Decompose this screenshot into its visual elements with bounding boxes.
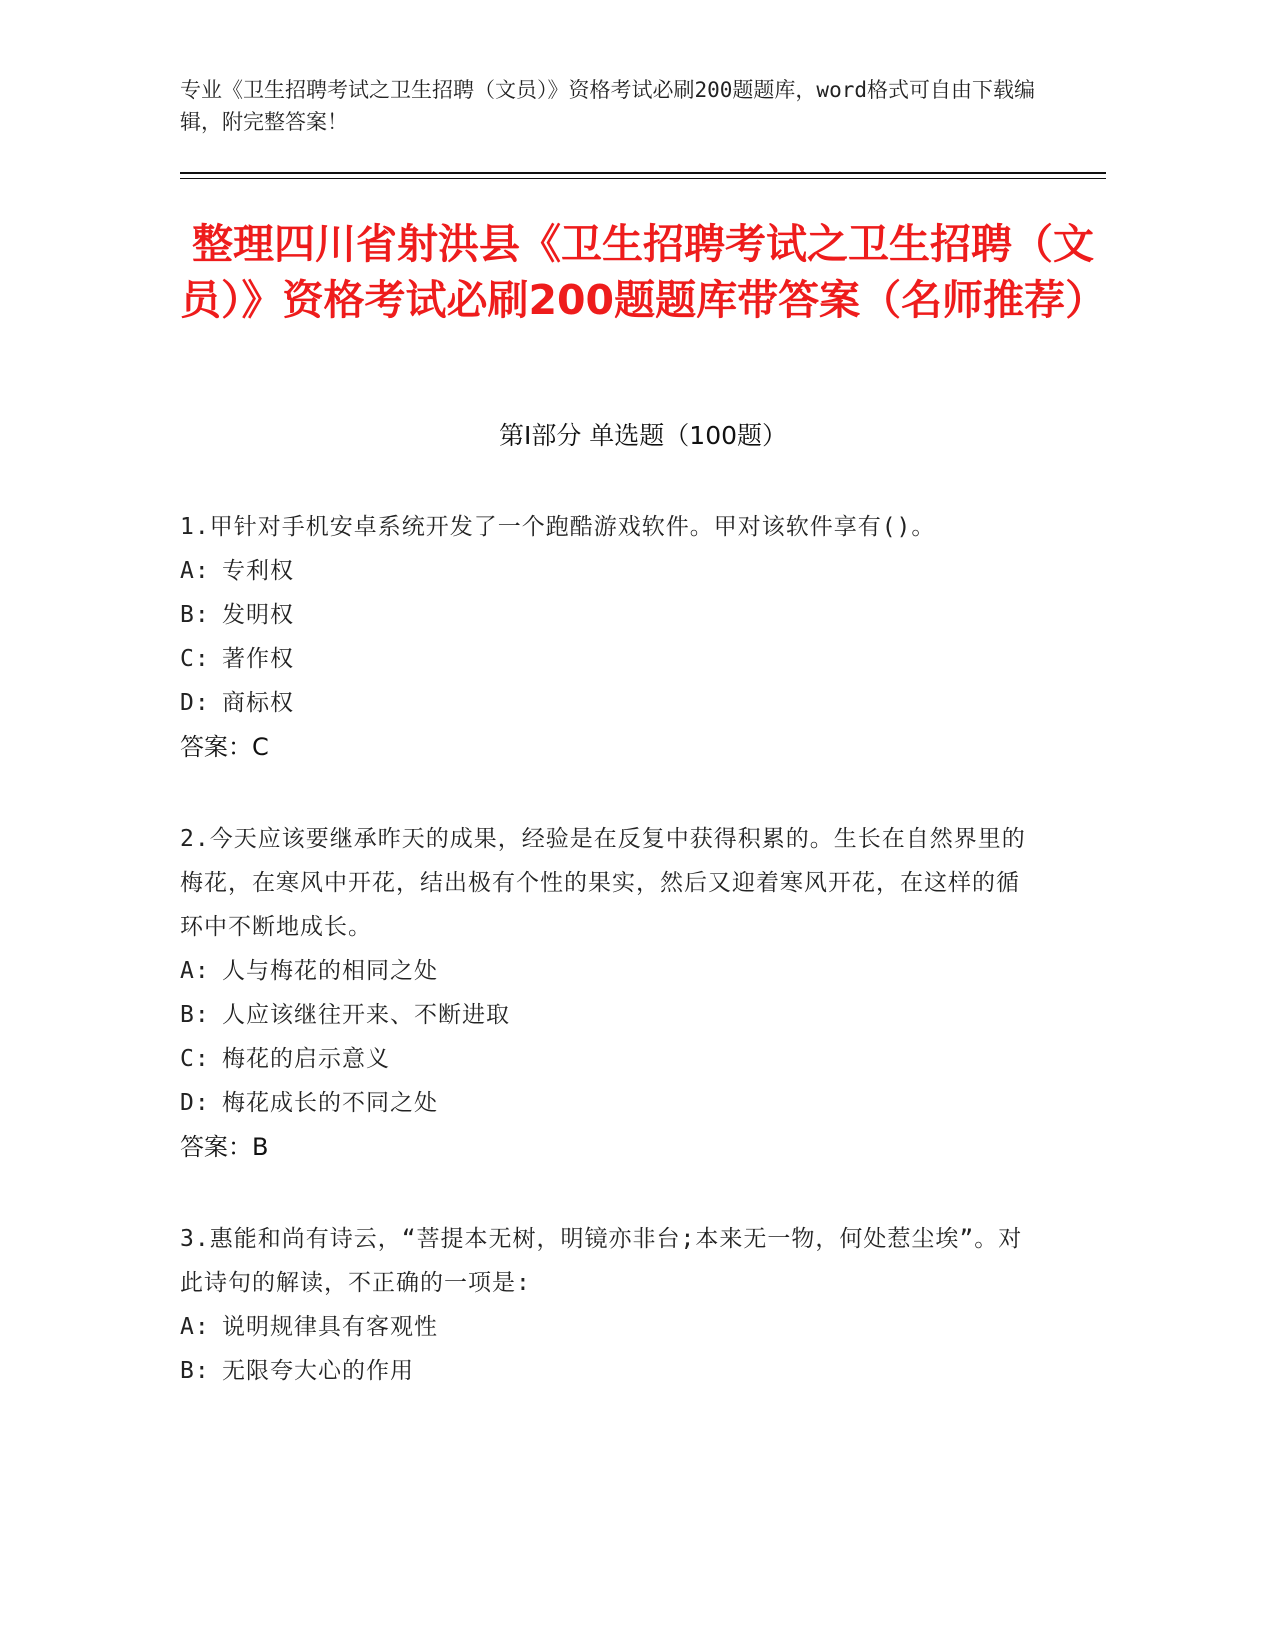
option-a <box>180 949 1040 993</box>
option-text: 梅花的启示意义 <box>222 1046 390 1072</box>
option-key: D: <box>180 1090 210 1116</box>
option-b <box>180 593 1040 637</box>
option-key: C: <box>180 646 210 672</box>
section-title: 第I部分 单选题（100题） <box>498 421 788 450</box>
option-key: A: <box>180 1314 210 1340</box>
answer: 答案：B <box>180 1133 269 1161</box>
header-rule-thin <box>180 178 1106 179</box>
option-key: A: <box>180 958 210 984</box>
question-1 <box>180 505 1040 769</box>
option-key: B: <box>180 602 210 628</box>
option-b <box>180 993 1040 1037</box>
header-rule-thick <box>180 172 1106 174</box>
option-a <box>180 549 1040 593</box>
option-text: 梅花成长的不同之处 <box>222 1090 438 1116</box>
option-text: 无限夸大心的作用 <box>222 1358 414 1384</box>
option-c <box>180 1037 1040 1081</box>
option-a <box>180 1305 1040 1349</box>
question-3 <box>180 1217 1040 1393</box>
option-text: 发明权 <box>222 602 294 628</box>
question-text: 1.甲针对手机安卓系统开发了一个跑酷游戏软件。甲对该软件享有()。 <box>180 514 936 540</box>
option-text: 著作权 <box>222 646 294 672</box>
question-2 <box>180 817 1040 1169</box>
option-key: B: <box>180 1358 210 1384</box>
option-text: 人应该继往开来、不断进取 <box>222 1002 510 1028</box>
option-text: 人与梅花的相同之处 <box>222 958 438 984</box>
option-c <box>180 637 1040 681</box>
option-d <box>180 681 1040 725</box>
option-d <box>180 1081 1040 1125</box>
option-key: C: <box>180 1046 210 1072</box>
option-text: 说明规律具有客观性 <box>222 1314 438 1340</box>
option-text: 专利权 <box>222 558 294 584</box>
option-key: D: <box>180 690 210 716</box>
option-text: 商标权 <box>222 690 294 716</box>
option-key: B: <box>180 1002 210 1028</box>
answer: 答案：C <box>180 733 269 761</box>
option-key: A: <box>180 558 210 584</box>
question-list <box>180 505 1040 1441</box>
option-b <box>180 1349 1040 1393</box>
question-text: 2.今天应该要继承昨天的成果，经验是在反复中获得积累的。生长在自然界里的梅花，在寒风中开花，结出极有个性的果实，然后又迎着寒风开花，在这样的循环中不断地成长。 <box>180 826 1026 940</box>
question-text: 3.惠能和尚有诗云，“菩提本无树，明镜亦非台;本来无一物，何处惹尘埃”。对此诗句的解读，不正确的一项是: <box>180 1226 1023 1296</box>
document-title: 整理四川省射洪县《卫生招聘考试之卫生招聘（文员）》资格考试必刷200题题库带答案（名师推荐） <box>180 220 1107 324</box>
header-note: 专业《卫生招聘考试之卫生招聘（文员）》资格考试必刷200题题库，word格式可自由下载编辑，附完整答案！ <box>180 78 1035 134</box>
